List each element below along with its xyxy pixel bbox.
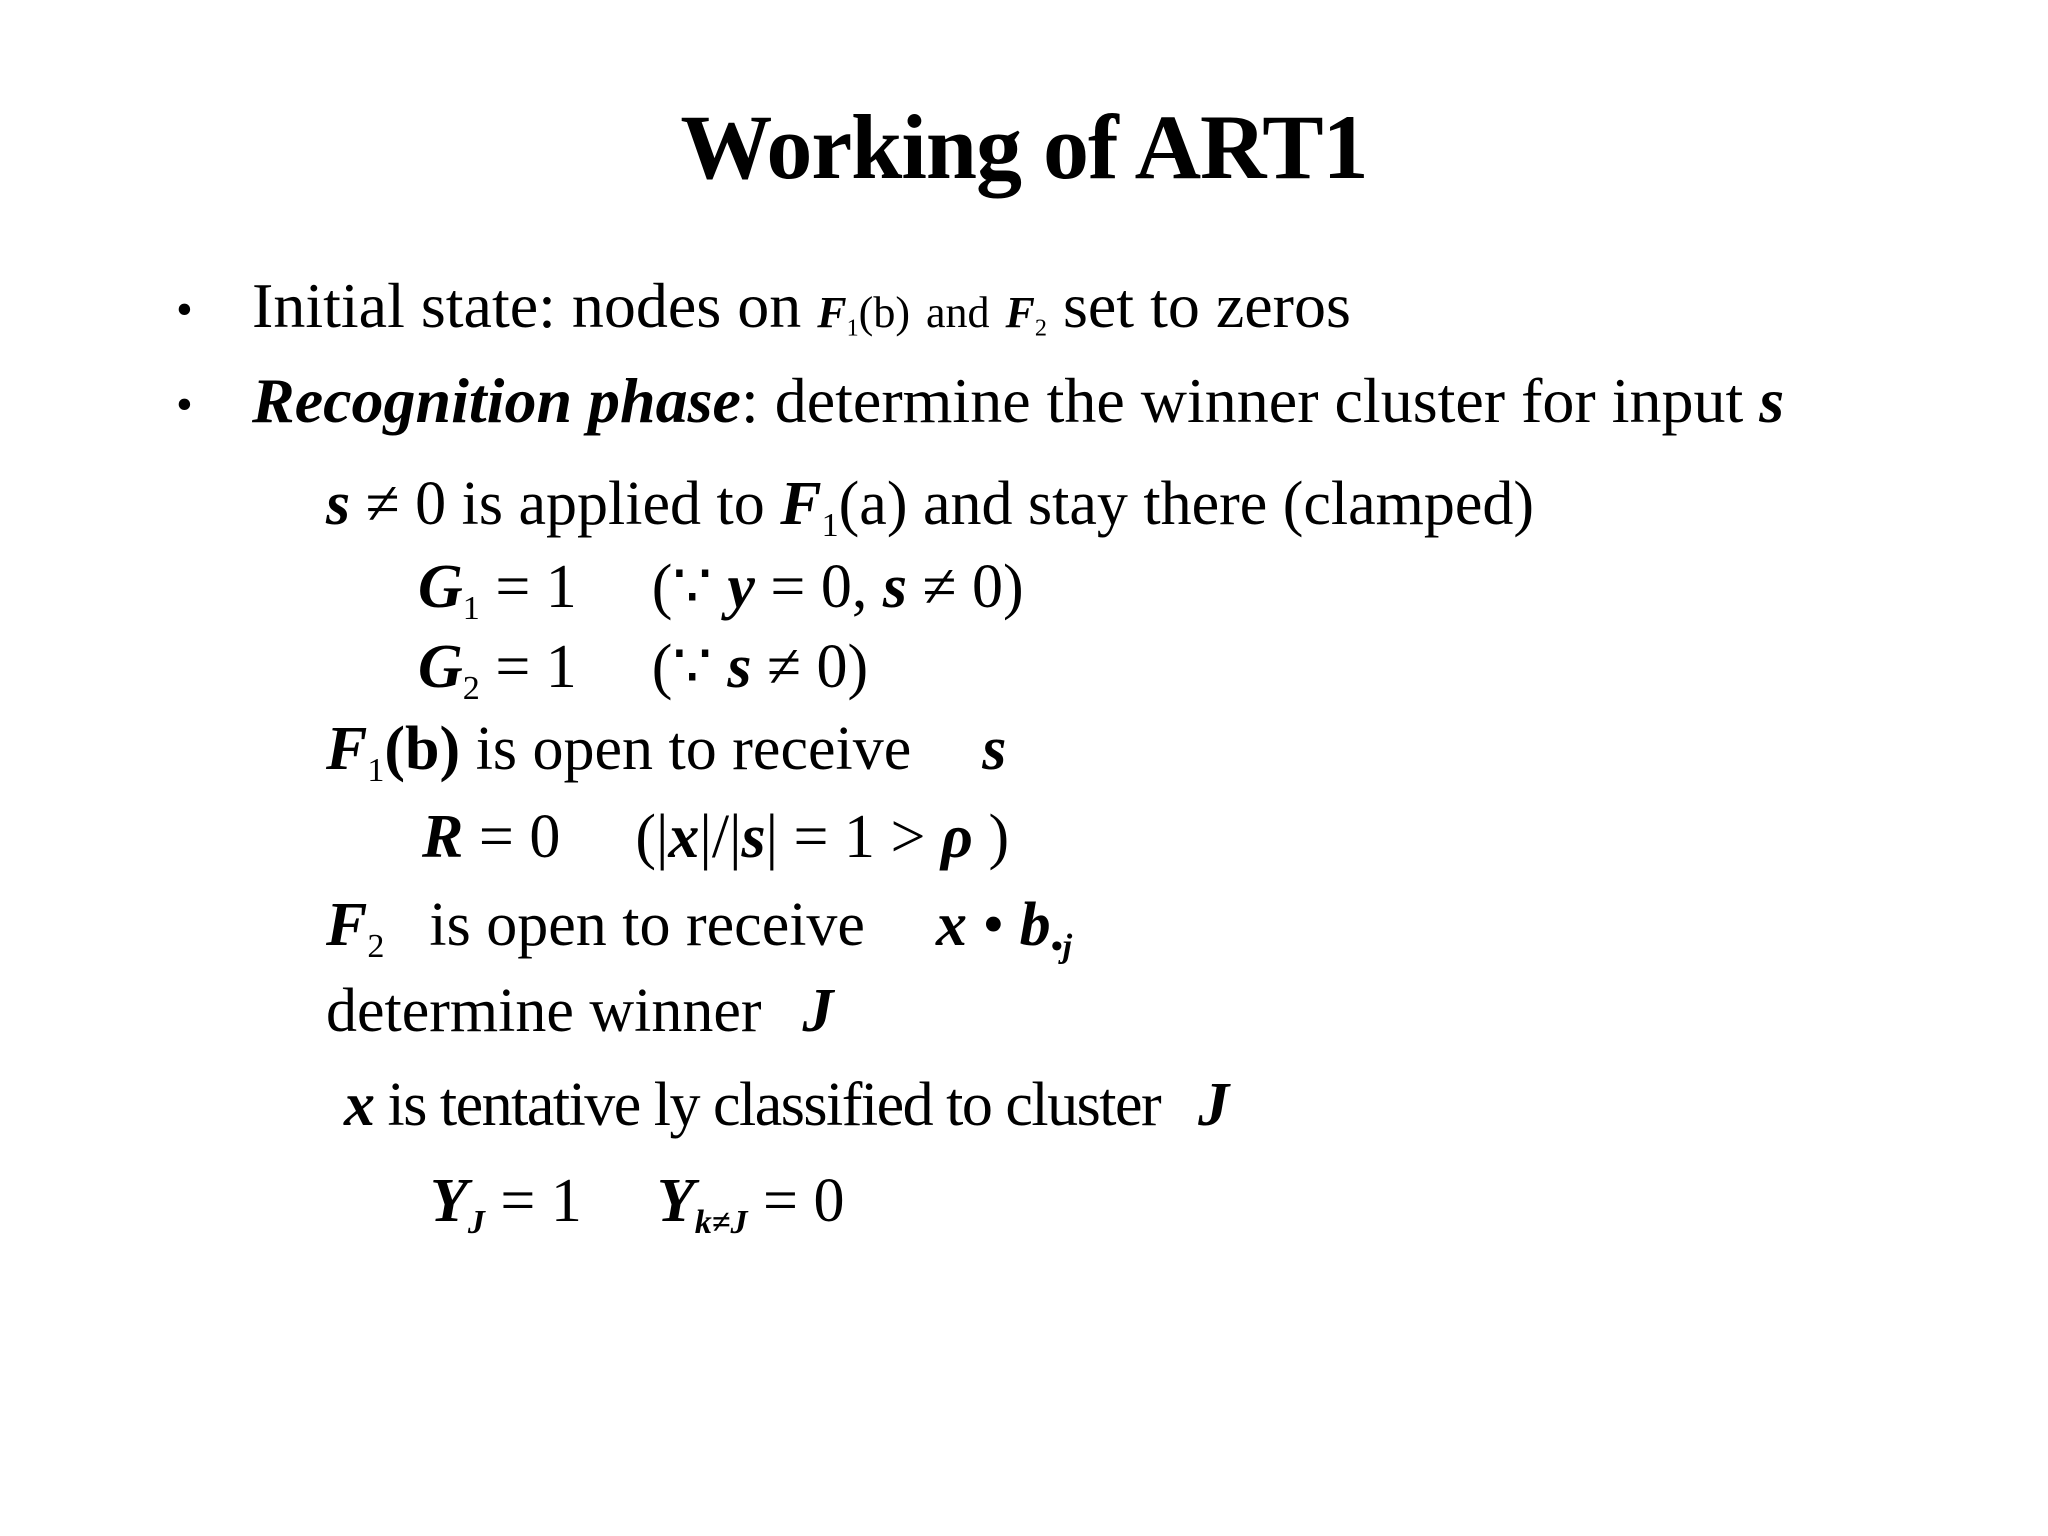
reset-bar2: | bbox=[699, 803, 712, 871]
apply-arg: (a) bbox=[838, 470, 908, 538]
bullet-initial-state bbox=[252, 270, 1351, 342]
classified-x: x bbox=[344, 1071, 374, 1139]
g2-s: s bbox=[727, 633, 752, 701]
apply-s: s bbox=[326, 470, 351, 538]
yk-letter: Y bbox=[656, 1167, 695, 1235]
f1b-arg-wrap bbox=[384, 715, 460, 783]
step-classified bbox=[344, 1071, 1228, 1139]
step-output bbox=[430, 1167, 845, 1241]
reset-rho: ρ bbox=[940, 803, 973, 871]
classified-j: J bbox=[1198, 1071, 1228, 1139]
g1-reason-close: ≠ 0) bbox=[922, 553, 1024, 621]
reset-r: R bbox=[422, 803, 464, 871]
g2-eq: = 1 bbox=[495, 633, 577, 701]
f1-subscript: 1 bbox=[846, 314, 859, 342]
g1-letter: G bbox=[418, 553, 463, 621]
g2-reason-close: ≠ 0) bbox=[767, 633, 869, 701]
f1b-subscript: 1 bbox=[367, 751, 385, 789]
g1-mid: = 0, bbox=[770, 553, 868, 621]
f1b-arg: (b) bbox=[384, 715, 461, 783]
input-s: s bbox=[1759, 365, 1785, 436]
apply-f-subscript: 1 bbox=[821, 506, 839, 544]
f1b-letter: F bbox=[326, 715, 368, 783]
recognition-phase-label: Recognition phase bbox=[252, 365, 741, 436]
step-g2 bbox=[418, 633, 869, 707]
yk-subscript: k≠J bbox=[694, 1203, 748, 1241]
initial-state-text-a: nodes on bbox=[571, 270, 802, 341]
g1-reason-open: (∵ bbox=[651, 553, 712, 621]
step-apply bbox=[326, 470, 1535, 544]
apply-f1a bbox=[780, 470, 908, 544]
step-f1b-open bbox=[326, 715, 1007, 789]
g1-subscript: 1 bbox=[462, 589, 480, 627]
slide-title: Working of ART1 bbox=[680, 96, 1368, 198]
f2-open-letter: F bbox=[326, 891, 368, 959]
step-f2-open bbox=[326, 891, 1073, 965]
bullet-marker-2: • bbox=[176, 378, 193, 431]
g1-y: y bbox=[727, 553, 755, 621]
f2-dot: • bbox=[982, 891, 1005, 959]
recognition-text: determine the winner cluster for input bbox=[774, 365, 1744, 436]
f2-open-text: is open to receive bbox=[429, 891, 865, 959]
f2-letter: F bbox=[1005, 288, 1035, 337]
step-reset bbox=[422, 803, 1010, 871]
reset-x: x bbox=[668, 803, 700, 871]
apply-text-a: is applied to bbox=[461, 470, 765, 538]
g1-eq: = 1 bbox=[495, 553, 577, 621]
winner-j: J bbox=[802, 977, 834, 1045]
reset-bar1: | bbox=[655, 803, 669, 871]
reset-rest: = 1 > bbox=[793, 803, 926, 871]
g1-s: s bbox=[882, 553, 908, 621]
f1-letter: F bbox=[817, 288, 847, 337]
yj-subscript: J bbox=[467, 1203, 485, 1241]
g2-subscript: 2 bbox=[462, 669, 480, 707]
reset-bar3: | bbox=[729, 803, 742, 871]
reset-close: ) bbox=[988, 803, 1010, 871]
apply-f-letter: F bbox=[780, 470, 822, 538]
yj-eq: = 1 bbox=[500, 1167, 582, 1235]
f2-b-subscript: •j bbox=[1050, 927, 1073, 965]
f2-x: x bbox=[935, 891, 967, 959]
f1b-symbol bbox=[817, 288, 910, 342]
classified-text: is tentative ly classified to cluster bbox=[387, 1071, 1161, 1139]
initial-state-text-b: set to zeros bbox=[1062, 270, 1351, 341]
initial-state-label: Initial state: bbox=[252, 270, 556, 341]
bullet-recognition-phase bbox=[252, 365, 1785, 436]
reset-s: s bbox=[741, 803, 766, 871]
f1-arg-text: (b) bbox=[858, 288, 910, 337]
step-winner bbox=[326, 977, 834, 1045]
and-word: and bbox=[925, 288, 990, 337]
g2-reason-open: (∵ bbox=[651, 633, 712, 701]
bullet-marker-1: • bbox=[176, 283, 193, 336]
reset-slash: / bbox=[711, 803, 730, 871]
f2-open-subscript: 2 bbox=[367, 927, 385, 965]
f1b-s: s bbox=[982, 715, 1007, 783]
reset-bar4: | bbox=[765, 803, 779, 871]
f1b-text: is open to receive bbox=[475, 715, 912, 783]
recognition-colon: : bbox=[740, 365, 759, 436]
f1-arg bbox=[859, 288, 910, 337]
winner-text: determine winner bbox=[326, 977, 762, 1045]
f2-symbol bbox=[1005, 288, 1047, 342]
g2-letter: G bbox=[418, 633, 463, 701]
f2-subscript: 2 bbox=[1034, 314, 1047, 342]
apply-text-b: and stay there (clamped) bbox=[922, 470, 1535, 538]
step-g1 bbox=[418, 553, 1024, 627]
apply-neq: ≠ 0 bbox=[365, 470, 447, 538]
yk-eq: = 0 bbox=[763, 1167, 845, 1235]
reset-eq: = 0 bbox=[478, 803, 561, 871]
yj-letter: Y bbox=[430, 1167, 468, 1235]
apply-arg-wrap bbox=[839, 470, 908, 538]
reset-open: ( bbox=[635, 803, 656, 871]
f2-b: b bbox=[1019, 891, 1051, 959]
